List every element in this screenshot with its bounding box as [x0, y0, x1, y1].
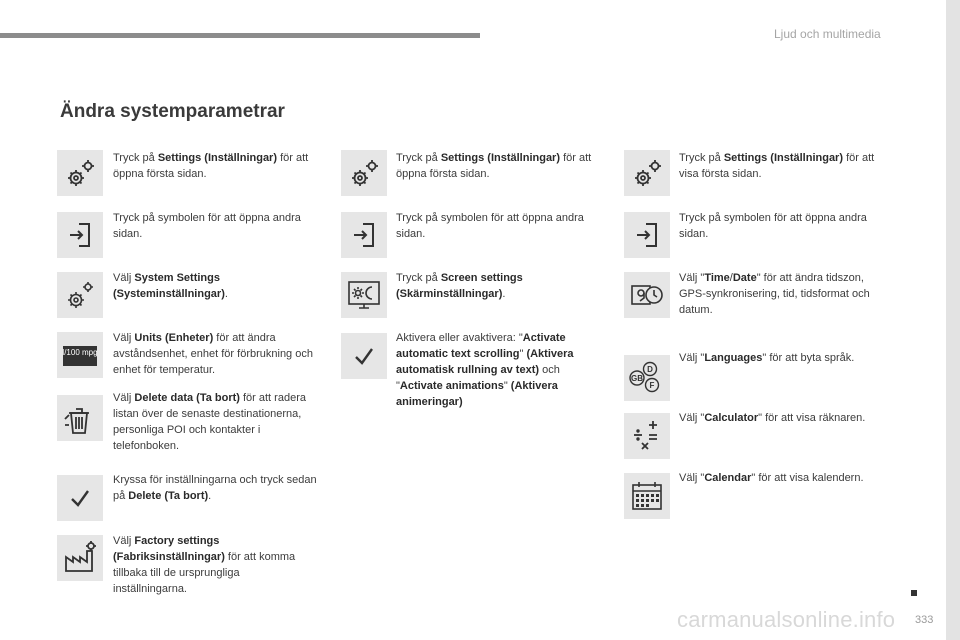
col3-step-5-text: Välj "Calculator" för att visa räknaren.: [679, 412, 866, 424]
next-page-icon: [341, 212, 387, 258]
header-bar: [0, 33, 480, 38]
col1-step-6-text: Kryssa för inställningarna och tryck sedan på Delete (Ta bort).: [113, 474, 317, 502]
col3-step-4-text: Välj "Languages" för att byta språk.: [679, 352, 855, 364]
col2-step-1-text: Tryck på Settings (Inställningar) för att öppna första sidan.: [396, 152, 592, 180]
next-page-icon: [624, 212, 670, 258]
col2-step-4-text: Aktivera eller avaktivera: "Activate automatic text scrolling" (Aktivera automatisk rullning av text) och "Activate animations" (Aktivera animeringar): [396, 332, 574, 408]
units-label-top: l/100 mpg: [62, 348, 98, 357]
language-label-gb: GB: [631, 374, 643, 383]
col2-step-2-text: Tryck på symbolen för att öppna andra sidan.: [396, 212, 584, 240]
watermark: carmanualsonline.info: [677, 607, 896, 632]
col2-step-3-text: Tryck på Screen settings (Skärminställningar).: [396, 272, 523, 300]
col1-step-5-text: Välj Delete data (Ta bort) för att radera listan över de senaste destinationerna, personliga POI och kontakter i telefonboken.: [113, 392, 306, 452]
col1-step-7-text: Välj Factory settings (Fabriksinställningar) för att komma tillbaka till de ursprungliga inställningarna.: [113, 535, 296, 595]
page-edge-strip: [946, 0, 960, 640]
end-marker: [911, 590, 917, 596]
units-icon: [57, 332, 103, 378]
next-page-icon: [57, 212, 103, 258]
settings-icon: [624, 150, 670, 196]
col1-step-4-text: Välj Units (Enheter) för att ändra avståndsenhet, enhet för förbrukning och enhet för temperatur.: [113, 332, 313, 376]
col1-step-2-text: Tryck på symbolen för att öppna andra sidan.: [113, 212, 301, 240]
calendar-icon: [624, 473, 670, 519]
col3-step-3-text: Välj "Time/Date" för att ändra tidszon, GPS-synkronisering, tid, tidsformat och datum.: [679, 272, 870, 316]
settings-icon: [57, 150, 103, 196]
factory-settings-icon: [57, 535, 103, 581]
col3-step-1-text: Tryck på Settings (Inställningar) för att visa första sidan.: [679, 152, 875, 180]
system-settings-icon: [57, 272, 103, 318]
col3-step-6-text: Välj "Calendar" för att visa kalendern.: [679, 472, 864, 484]
languages-icon: [624, 355, 670, 401]
page-number: 333: [915, 614, 934, 626]
settings-icon: [341, 150, 387, 196]
page-title: Ändra systemparametrar: [60, 101, 285, 122]
delete-data-icon: [57, 395, 103, 441]
language-label-d: D: [647, 365, 653, 374]
language-label-f: F: [649, 381, 655, 390]
col1-step-3-text: Välj System Settings (Systeminställningar).: [113, 272, 228, 300]
checkmark-icon: [341, 333, 387, 379]
section-title: Ljud och multimedia: [774, 27, 881, 41]
checkmark-icon: [57, 475, 103, 521]
calculator-icon: [624, 413, 670, 459]
time-date-icon: [624, 272, 670, 318]
screen-settings-icon: [341, 272, 387, 318]
col1-step-1-text: Tryck på Settings (Inställningar) för att öppna första sidan.: [113, 152, 309, 180]
col3-step-2-text: Tryck på symbolen för att öppna andra sidan.: [679, 212, 867, 240]
